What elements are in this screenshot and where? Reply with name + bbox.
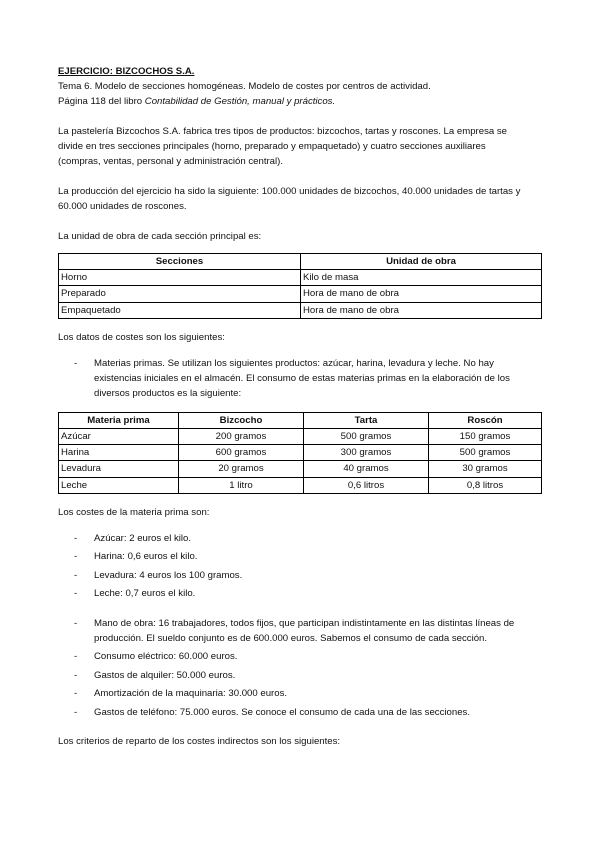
table-cell: Kilo de masa [301,270,542,286]
table-cell: Horno [59,270,301,286]
bullet-line: Materias primas. Se utilizan los siguientes productos: azúcar, harina, levadura y leche. No hay [94,357,494,369]
table-header-row [59,254,542,270]
table-cell: 20 gramos [179,461,304,477]
column-header: Materia prima [59,412,179,428]
table-row [59,302,542,318]
column-header: Roscón [429,412,542,428]
table-cell: Hora de mano de obra [301,286,542,302]
materials-bullet-list [58,356,542,401]
table-cell: Leche [59,477,179,493]
column-header: Tarta [304,412,429,428]
units-table [58,253,542,319]
table-cell: 30 gramos [429,461,542,477]
document-page [58,64,542,749]
materials-table [58,412,542,494]
list-item: - Amortización de la maquinaria: 30.000 euros. [58,686,542,701]
topic-subtitle: Tema 6. Modelo de secciones homogéneas. Modelo de costes por centros de actividad. [58,81,431,92]
table-row [59,461,542,477]
list-item: - Gastos de alquiler: 50.000 euros. [58,668,542,683]
reference-prefix: Página 118 del libro [58,96,145,107]
table-cell: Levadura [59,461,179,477]
bullet-line: existencias iniciales en el almacén. El consumo de estas materias primas en la elaboración de los [94,372,510,384]
table-cell: 600 gramos [179,445,304,461]
other-costs-list [58,616,542,720]
table-row [59,477,542,493]
table-cell: Azúcar [59,429,179,445]
table-cell: Empaquetado [59,302,301,318]
intro-line: La pastelería Bizcochos S.A. fabrica tres tipos de productos: bizcochos, tartas y roscones. La empresa se [58,126,507,137]
column-header: Bizcocho [179,412,304,428]
prices-intro: Los costes de la materia prima son: [58,506,210,518]
criteria-intro: Los criterios de reparto de los costes indirectos son los siguientes: [58,736,341,748]
table-cell: Harina [59,445,179,461]
book-reference [58,94,542,109]
intro-paragraph [58,124,542,169]
list-item: - Leche: 0,7 euros el kilo. [58,586,542,601]
table-row [59,445,542,461]
list-item: - Levadura: 4 euros los 100 gramos. [58,568,542,583]
table-cell: 40 gramos [304,461,429,477]
intro-line: (compras, ventas, personal y administración central). [58,156,284,167]
table-cell: 1 litro [179,477,304,493]
list-item [58,616,542,646]
table-row [59,270,542,286]
table-row [59,429,542,445]
production-line: 60.000 unidades de roscones. [58,201,187,212]
table-cell: 150 gramos [429,429,542,445]
bullet-line: Mano de obra: 16 trabajadores, todos fijos, que participan indistintamente en las distintas líneas de [94,617,515,629]
table-header-row [59,412,542,428]
intro-line: divide en tres secciones principales (horno, preparado y empaquetado) y cuatro secciones auxiliares [58,141,486,152]
list-item [58,356,542,401]
column-header: Unidad de obra [301,254,542,270]
table-cell: 0,8 litros [429,477,542,493]
exercise-title: EJERCICIO: BIZCOCHOS S.A. [58,66,195,77]
table-cell: 500 gramos [304,429,429,445]
table-cell: 500 gramos [429,445,542,461]
table-row [59,286,542,302]
table-cell: 300 gramos [304,445,429,461]
list-item: - Harina: 0,6 euros el kilo. [58,549,542,564]
units-intro: La unidad de obra de cada sección principal es: [58,231,262,242]
table-cell: 200 gramos [179,429,304,445]
table-cell: 0,6 litros [304,477,429,493]
prices-list [58,531,542,602]
bullet-line: diversos productos es la siguiente: [94,387,242,399]
list-item: - Gastos de teléfono: 75.000 euros. Se conoce el consumo de cada una de las secciones. [58,705,542,720]
production-paragraph [58,184,542,214]
reference-book-title: Contabilidad de Gestión, manual y prácticos. [144,96,336,107]
table-cell: Hora de mano de obra [301,302,542,318]
production-line: La producción del ejercicio ha sido la siguiente: 100.000 unidades de bizcochos, 40.000 unidades de tartas y [58,186,521,197]
bullet-line: producción. El sueldo conjunto es de 600.000 euros. Sabemos el consumo de cada sección. [94,632,488,644]
list-item: - Azúcar: 2 euros el kilo. [58,531,542,546]
costs-intro: Los datos de costes son los siguientes: [58,331,225,343]
list-item: - Consumo eléctrico: 60.000 euros. [58,649,542,664]
table-cell: Preparado [59,286,301,302]
column-header: Secciones [59,254,301,270]
